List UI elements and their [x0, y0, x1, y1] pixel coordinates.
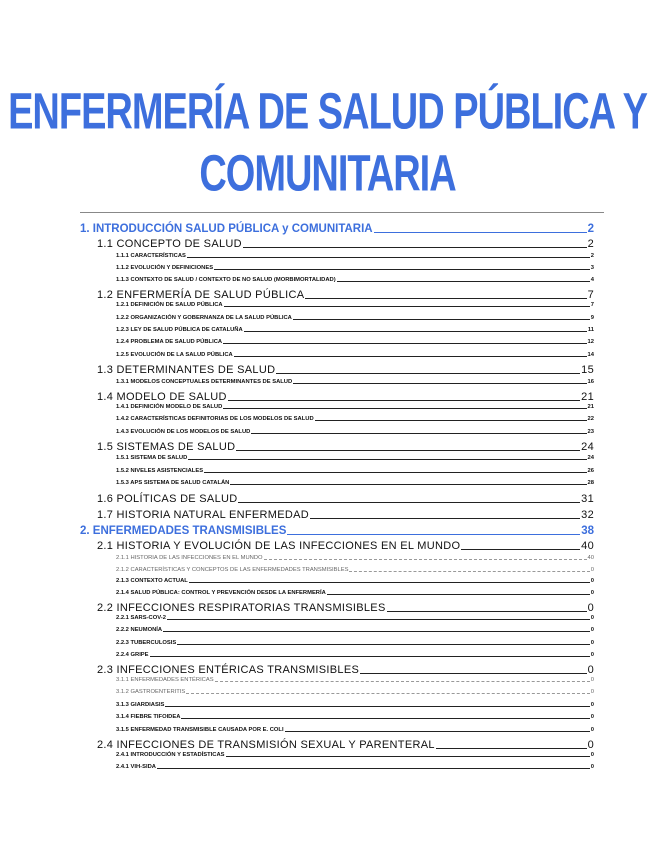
document-title-line-2: COMUNITARIA	[199, 146, 456, 203]
toc-leader-line	[204, 472, 586, 473]
toc-entry-label: 1.4 MODELO DE SALUD	[97, 391, 227, 403]
toc-entry-label: 2.2.1 SARS-COV-2	[116, 615, 166, 621]
toc-entry-label: 1.5.3 APS SISTEMA DE SALUD CATALÁN	[116, 480, 230, 486]
toc-entry-label: 3.1.5 ENFERMEDAD TRANSMISIBLE CAUSADA POR E. COLI	[116, 727, 284, 733]
toc-entry-label: 2.1 HISTORIA Y EVOLUCIÓN DE LAS INFECCIONES EN EL MUNDO	[97, 540, 461, 552]
toc-page-number: 0	[590, 764, 594, 770]
toc-subsection[interactable]	[116, 250, 594, 259]
toc-entry-label: 1.5.2 NIVELES ASISTENCIALES	[116, 468, 204, 474]
toc-subsection[interactable]	[116, 761, 594, 770]
toc-subsection[interactable]	[116, 587, 594, 596]
toc-leader-line	[244, 331, 587, 332]
toc-subsection[interactable]	[116, 349, 594, 358]
toc-page-number: 40	[587, 555, 594, 561]
toc-leader-line	[461, 549, 580, 550]
toc-entry-label: 1.4.3 EVOLUCIÓN DE LOS MODELOS DE SALUD	[116, 429, 251, 435]
toc-subsection[interactable]	[116, 452, 594, 461]
toc-entry-label: 2.1.3 CONTEXTO ACTUAL	[116, 578, 188, 584]
toc-entry-label: 1.1.2 EVOLUCIÓN Y DEFINICIONES	[116, 265, 214, 271]
toc-leader-line	[187, 257, 590, 258]
toc-page-number: 0	[590, 727, 594, 733]
toc-page-number: 28	[587, 480, 594, 486]
toc-subsection[interactable]	[116, 575, 594, 584]
toc-page-number: 0	[590, 578, 594, 584]
toc-entry-label: 1.1.1 CARACTERÍSTICAS	[116, 253, 186, 259]
toc-subsection[interactable]	[116, 299, 594, 308]
toc-chapter[interactable]	[80, 521, 594, 537]
toc-entry-label: 1.4.2 CARACTERÍSTICAS DEFINITORIAS DE LOS MODELOS DE SALUD	[116, 416, 314, 422]
toc-page-number: 0	[587, 739, 594, 751]
toc-page-number: 21	[587, 404, 594, 410]
toc-subsection[interactable]	[116, 612, 594, 621]
toc-page-number: 0	[587, 664, 594, 676]
toc-page-number: 0	[587, 602, 594, 614]
toc-page-number: 32	[581, 509, 594, 521]
toc-page-number: 0	[590, 702, 594, 708]
toc-section[interactable]	[97, 490, 594, 505]
toc-leader-line	[374, 232, 587, 233]
toc-page-number: 0	[590, 652, 594, 658]
toc-entry-label: 1.3 DETERMINANTES DE SALUD	[97, 364, 276, 376]
toc-page-number: 21	[581, 391, 594, 403]
toc-page-number: 0	[590, 677, 594, 683]
toc-leader-line	[236, 450, 580, 451]
toc-entry-label: 1.5.1 SISTEMA DE SALUD	[116, 455, 188, 461]
toc-page-number: 3	[590, 265, 594, 271]
toc-page-number: 4	[590, 277, 594, 283]
toc-entry-label: 1.6 POLÍTICAS DE SALUD	[97, 493, 238, 505]
toc-page-number: 7	[590, 302, 594, 308]
toc-leader-line	[243, 247, 587, 248]
toc-page-number: 0	[590, 590, 594, 596]
toc-subsection[interactable]	[116, 686, 594, 695]
toc-leader-line	[293, 383, 586, 384]
toc-section[interactable]	[97, 235, 594, 250]
toc-subsection[interactable]	[116, 649, 594, 658]
toc-entry-label: 2.3 INFECCIONES ENTÉRICAS TRANSMISIBLES	[97, 664, 360, 676]
toc-entry-label: 1.2.1 DEFINICIÓN DE SALUD PÚBLICA	[116, 302, 223, 308]
toc-leader-line	[293, 319, 590, 320]
toc-leader-line	[238, 502, 580, 503]
toc-leader-line	[223, 343, 586, 344]
toc-page-number: 24	[587, 455, 594, 461]
toc-entry-label: 3.1.4 FIEBRE TIFOIDEA	[116, 714, 181, 720]
toc-leader-line	[181, 718, 589, 719]
toc-leader-line	[214, 269, 590, 270]
toc-subsection[interactable]	[116, 674, 594, 683]
toc-page-number: 31	[581, 493, 594, 505]
toc-entry-label: 1.1 CONCEPTO DE SALUD	[97, 238, 242, 250]
toc-subsection[interactable]	[116, 564, 594, 573]
toc-subsection[interactable]	[116, 624, 594, 633]
toc-page-number: 0	[590, 640, 594, 646]
toc-subsection[interactable]	[116, 699, 594, 708]
toc-subsection[interactable]	[116, 552, 594, 561]
toc-subsection[interactable]	[116, 312, 594, 321]
toc-section[interactable]	[97, 506, 594, 521]
toc-subsection[interactable]	[116, 324, 594, 333]
toc-subsection[interactable]	[116, 724, 594, 733]
toc-leader-line	[337, 281, 590, 282]
toc-section[interactable]	[97, 537, 594, 552]
toc-subsection[interactable]	[116, 262, 594, 271]
toc-entry-label: 2.2.4 GRIPE	[116, 652, 149, 658]
toc-entry-label: 2.4 INFECCIONES DE TRANSMISIÓN SEXUAL Y PARENTERAL	[97, 739, 435, 751]
toc-page-number: 40	[581, 540, 594, 552]
toc-entry-label: 3.1.2 GASTROENTERITIS	[116, 689, 186, 695]
toc-leader-line	[215, 681, 590, 682]
toc-leader-line	[349, 571, 589, 572]
toc-entry-label: 1.7 HISTORIA NATURAL ENFERMEDAD	[97, 509, 310, 521]
toc-leader-line	[251, 433, 586, 434]
toc-leader-line	[189, 582, 590, 583]
toc-leader-line	[315, 420, 587, 421]
toc-subsection[interactable]	[116, 465, 594, 474]
toc-entry-label: 3.1.3 GIARDIASIS	[116, 702, 165, 708]
toc-entry-label: 1.3.1 MODELOS CONCEPTUALES DETERMINANTES DE SALUD	[116, 379, 293, 385]
toc-entry-label: 1.2 ENFERMERÍA DE SALUD PÚBLICA	[97, 289, 305, 301]
toc-leader-line	[226, 756, 590, 757]
toc-chapter[interactable]	[80, 219, 594, 235]
toc-subsection[interactable]	[116, 749, 594, 758]
toc-entry-label: 2.4.1 INTRODUCCIÓN Y ESTADÍSTICAS	[116, 752, 225, 758]
toc-entry-label: 2.2 INFECCIONES RESPIRATORIAS TRANSMISIBLES	[97, 602, 386, 614]
toc-entry-label: 1.4.1 DEFINICIÓN MODELO DE SALUD	[116, 404, 223, 410]
toc-entry-label: 1.2.2 ORGANIZACIÓN Y GOBERNANZA DE LA SALUD PÚBLICA	[116, 315, 292, 321]
toc-subsection[interactable]	[116, 711, 594, 720]
toc-subsection[interactable]	[116, 413, 594, 422]
toc-entry-label: 2.1.4 SALUD PÚBLICA: CONTROL Y PREVENCIÓN DESDE LA ENFERMERÍA	[116, 590, 326, 596]
toc-leader-line	[224, 306, 590, 307]
toc-page-number: 12	[587, 339, 594, 345]
toc-entry-label: 1.2.4 PROBLEMA DE SALUD PÚBLICA	[116, 339, 223, 345]
toc-entry-label: 1.2.3 LEY DE SALUD PÚBLICA DE CATALUÑA	[116, 327, 243, 333]
toc-leader-line	[188, 459, 586, 460]
toc-entry-label: 3.1.1 ENFERMEDADES ENTÉRICAS	[116, 677, 214, 683]
toc-leader-line	[167, 619, 590, 620]
toc-entry-label: 2.1.2 CARACTERÍSTICAS Y CONCEPTOS DE LAS ENFERMEDADES TRANSMISIBLES	[116, 567, 349, 573]
toc-leader-line	[230, 484, 586, 485]
toc-subsection[interactable]	[116, 426, 594, 435]
toc-page-number: 2	[587, 223, 594, 235]
toc-page-number: 0	[590, 714, 594, 720]
toc-page-number: 22	[587, 416, 594, 422]
toc-entry-label: 1.2.5 EVOLUCIÓN DE LA SALUD PÚBLICA	[116, 352, 233, 358]
toc-entry-label: 2.4.1 VIH-SIDA	[116, 764, 156, 770]
toc-leader-line	[163, 631, 590, 632]
toc-entry-label: 2.1.1 HISTORIA DE LAS INFECCIONES EN EL MUNDO	[116, 555, 263, 561]
toc-subsection[interactable]	[116, 376, 594, 385]
toc-page-number: 24	[581, 441, 594, 453]
toc-section[interactable]	[97, 438, 594, 453]
toc-page-number: 11	[587, 327, 594, 333]
toc-page-number: 0	[590, 689, 594, 695]
toc-page-number: 7	[587, 289, 594, 301]
toc-leader-line	[264, 559, 587, 560]
toc-leader-line	[157, 768, 590, 769]
document-title-line-1: ENFERMERÍA DE SALUD PÚBLICA Y	[8, 84, 647, 141]
toc-page-number: 0	[590, 627, 594, 633]
toc-section[interactable]	[97, 361, 594, 376]
toc-leader-line	[177, 644, 590, 645]
toc-page-number: 26	[587, 468, 594, 474]
toc-page-number: 14	[587, 352, 594, 358]
toc-page-number: 0	[590, 567, 594, 573]
toc-entry-label: 2.2.3 TUBERCULOSIS	[116, 640, 177, 646]
toc-entry-label: 1.5 SISTEMAS DE SALUD	[97, 441, 236, 453]
toc-subsection[interactable]	[116, 336, 594, 345]
toc-subsection[interactable]	[116, 477, 594, 486]
toc-page-number: 15	[581, 364, 594, 376]
toc-page-number: 9	[590, 315, 594, 321]
toc-page-number: 38	[581, 525, 594, 537]
toc-page-number: 0	[590, 752, 594, 758]
toc-page-number: 2	[590, 253, 594, 259]
toc-page-number: 23	[587, 429, 594, 435]
toc-page-number: 0	[590, 615, 594, 621]
toc-leader-line	[186, 693, 590, 694]
toc-subsection[interactable]	[116, 401, 594, 410]
toc-leader-line	[234, 356, 587, 357]
toc-leader-line	[287, 534, 580, 535]
toc-leader-line	[276, 373, 580, 374]
toc-subsection[interactable]	[116, 637, 594, 646]
toc-entry-label: 1. INTRODUCCIÓN SALUD PÚBLICA y COMUNITARIA	[80, 223, 373, 235]
toc-leader-line	[285, 731, 590, 732]
toc-leader-line	[150, 656, 590, 657]
toc-entry-label: 2. ENFERMEDADES TRANSMISIBLES	[80, 525, 287, 537]
toc-leader-line	[223, 408, 586, 409]
toc-page-number: 2	[587, 238, 594, 250]
toc-entry-label: 1.1.3 CONTEXTO DE SALUD / CONTEXTO DE NO SALUD (MORBIMORTALIDAD)	[116, 277, 336, 283]
toc-subsection[interactable]	[116, 274, 594, 283]
toc-leader-line	[327, 594, 590, 595]
toc-leader-line	[165, 706, 589, 707]
toc-leader-line	[310, 518, 580, 519]
toc-page-number: 16	[587, 379, 594, 385]
toc-entry-label: 2.2.2 NEUMONÍA	[116, 627, 163, 633]
